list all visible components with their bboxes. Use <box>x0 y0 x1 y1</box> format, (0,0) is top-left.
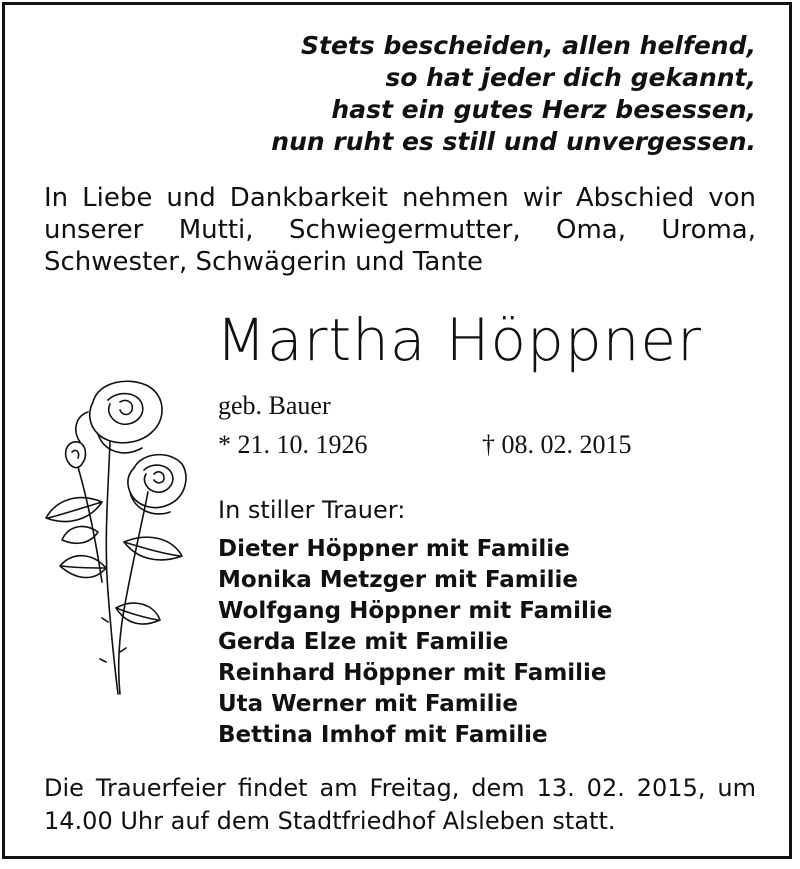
farewell-intro <box>44 182 756 278</box>
funeral-line: 14.00 Uhr auf dem Stadtfriedhof Alsleben statt. <box>44 807 616 835</box>
poem-line: Stets bescheiden, allen helfend, <box>301 31 756 60</box>
mourner-item: Wolfgang Höppner mit Familie <box>218 598 613 624</box>
mourner-item: Bettina Imhof mit Familie <box>218 722 548 748</box>
mourner-item: Dieter Höppner mit Familie <box>218 536 570 562</box>
funeral-info <box>44 772 756 838</box>
poem-line: hast ein gutes Herz besessen, <box>331 95 756 124</box>
birth-date: * 21. 10. 1926 <box>218 430 368 459</box>
mourning-label: In stiller Trauer: <box>218 496 406 524</box>
intro-line: unserer Mutti, Schwiegermutter, Oma, Uroma, <box>44 215 756 245</box>
intro-line: Schwester, Schwägerin und Tante <box>44 247 484 277</box>
mourner-item: Reinhard Höppner mit Familie <box>218 660 607 686</box>
birth-name: geb. Bauer <box>218 391 331 420</box>
poem-line: so hat jeder dich gekannt, <box>385 63 756 92</box>
mourner-item: Uta Werner mit Familie <box>218 691 518 717</box>
deceased-name: Martha Höppner <box>216 306 702 374</box>
death-date: † 08. 02. 2015 <box>482 430 632 459</box>
poem-line: nun ruht es still und unvergessen. <box>271 127 756 156</box>
intro-line: In Liebe und Dankbarkeit nehmen wir Abschied von <box>44 183 756 213</box>
mourners-list <box>218 534 612 751</box>
mourner-item: Monika Metzger mit Familie <box>218 567 579 593</box>
funeral-line: Die Trauerfeier findet am Freitag, dem 13. 02. 2015, um <box>44 774 756 802</box>
mourner-item: Gerda Elze mit Familie <box>218 629 509 655</box>
rose-icon <box>38 372 188 702</box>
memorial-poem <box>271 30 756 158</box>
